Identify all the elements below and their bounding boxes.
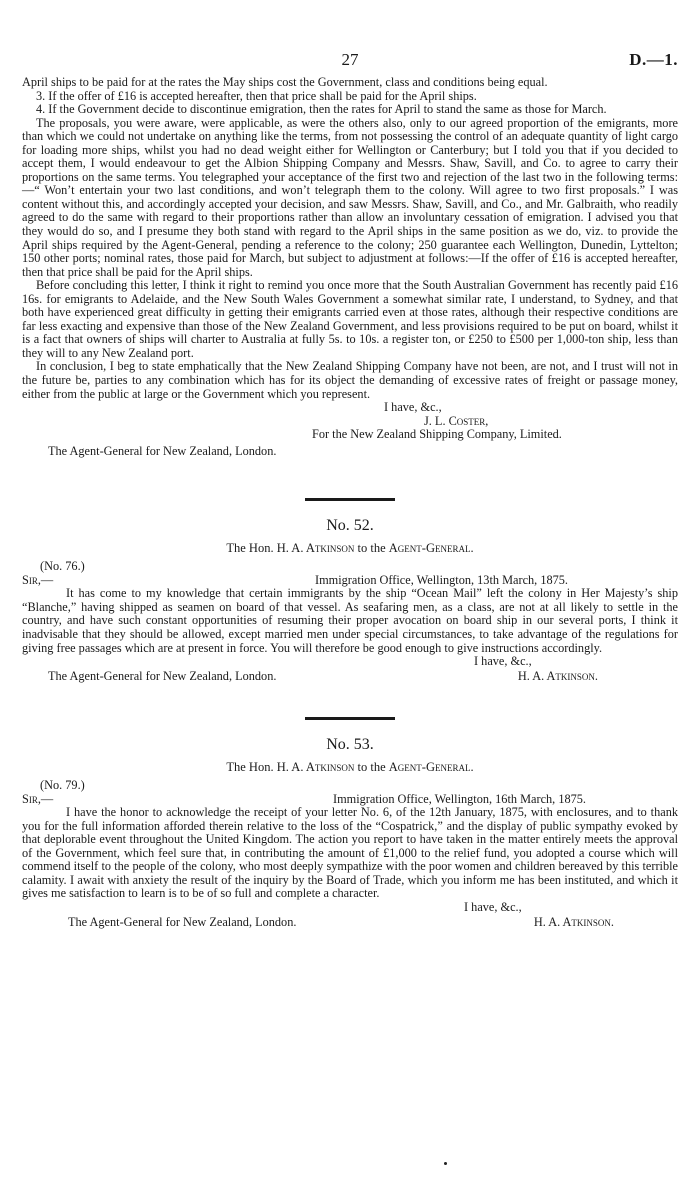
- letter-reference: (No. 79.): [40, 777, 85, 792]
- paragraph: April ships to be paid for at the rates the May ships cost the Government, class and conditions being equal.: [22, 75, 548, 89]
- letter-number: No. 52.: [326, 516, 374, 534]
- place-date: Immigration Office, Wellington, 13th March, 1875.: [315, 573, 568, 588]
- paragraph: The proposals, you were aware, were applicable, as were the others also, only to our agreed proportion of the emigrants, more than which we could not undertake on anything like the terms, from not possessing the control of an adequate quantity of light cargo for loading more ships, whilst you had no dead weight either for Wellington or Canterbury; but I told you that if you decided to accept them, I would endeavour to get the Albion Shipping Company and Messrs. Shaw, Savill, and Co. to agree to carry their proportions on the same terms. You telegraphed your acceptance of the first two and rejection of the last two in the following terms:—“ Won’t entertain your two last conditions, and won’t telegraph them to the colony. Will agree to two first proposals.” I was content without this, and accordingly accepted your decision, and saw Messrs. Shaw, Savill, and Co., and Mr. Galbraith, who readily agreed to do the same with regard to their proportions rather than allow an involuntary cessation of emigration. I advised you that they would do so, and I presume they both stand with regard to the April ships in the same position as we do, viz. to provide the April ships required by the Agent-General, pending a reference to the colony; 250 guarantee each Wellington, Dunedin, Lyttelton; 150 other ports; nominal rates, those paid for March, but subject to adjustment at follows:—If the offer of £16 is accepted hereafter, then that price shall be paid for the April ships.: [22, 115, 678, 279]
- letter-to: Agent-General.: [388, 540, 474, 555]
- letter-number: No. 53.: [326, 735, 374, 753]
- addressee: The Agent-General for New Zealand, London.: [48, 443, 277, 458]
- letter-53: [22, 736, 678, 929]
- letter-to: Agent-General.: [388, 759, 474, 774]
- letter-from: H. A. Atkinson: [276, 759, 355, 774]
- signature-row: [22, 915, 678, 929]
- salutation-row: [22, 792, 678, 806]
- list-item: 3. If the offer of £16 is accepted hereafter, then that price shall be paid for the April ships.: [36, 88, 477, 103]
- page-header: [22, 0, 678, 69]
- letter-51-continuation: [22, 76, 678, 458]
- signer: H. A. Atkinson.: [517, 668, 598, 683]
- document-page: [22, 0, 678, 929]
- section-divider: [305, 717, 395, 720]
- closing: I have, &c.,: [474, 654, 532, 669]
- salutation: Sir,—: [22, 573, 54, 588]
- signature-row: [22, 669, 678, 683]
- signer: H. A. Atkinson.: [533, 914, 614, 929]
- signer: J. L. Coster,: [424, 413, 489, 428]
- document-code: D.—1.: [629, 50, 678, 69]
- signer-organization: For the New Zealand Shipping Company, Limited.: [312, 427, 562, 442]
- letter-body: It has come to my knowledge that certain immigrants by the ship “Ocean Mail” left the colony in Her Majesty’s ship “Blanche,” having shipped as seamen on board of that vessel. As seafaring men, as a class, are not at all likely to settle in the country, and have such constant opportunities of resuming their proper avocation on board ship in our several ports, I think it inadvisable that they should be allowed, except married men under special circumstances, to take advantage of the regulations for giving free passages which are at present in force. You will therefore be good enough to give instructions accordingly.: [22, 586, 678, 655]
- list-item: 4. If the Government decide to discontinue emigration, then the rates for April to stand the same as those for March.: [36, 102, 607, 117]
- letter-52: [22, 517, 678, 683]
- letter-heading: The Hon. H. A. Atkinson to the Agent-General.: [226, 759, 474, 774]
- letter-reference: (No. 76.): [40, 558, 85, 573]
- closing: I have, &c.,: [464, 899, 522, 914]
- letter-body: I have the honor to acknowledge the receipt of your letter No. 6, of the 12th January, 1875, with enclosures, and to thank you for the full information afforded therein relative to the loss of the “Cospatrick,” and the display of public sympathy evoked by that deplorable event throughout the United Kingdom. The action you report to have taken in the matter entirely meets the approval of the Government, which feel sure that, in contributing the amount of £1,000 to the relief fund, you adopted a course which will commend itself to the people of the colony, who most deeply sympathize with the poor women and children bereaved by this terrible calamity. I await with anxiety the result of the inquiry by the Board of Trade, which you inform me has been instituted, and which it gives me satisfaction to learn is to be of so full and complete a character.: [22, 805, 678, 901]
- closing: I have, &c.,: [384, 400, 442, 415]
- letter-from: H. A. Atkinson: [276, 540, 355, 555]
- print-mark: [444, 1162, 447, 1165]
- section-divider: [305, 498, 395, 501]
- paragraph: In conclusion, I beg to state emphatically that the New Zealand Shipping Company have not been, are not, and I trust will not in the future be, parties to any combination which has for its object the demanding of excessive rates of freight or passage money, either from the public at large or the Government which you represent.: [22, 359, 678, 401]
- paragraph: Before concluding this letter, I think it right to remind you once more that the South Australian Government has recently paid £16 16s. for emigrants to Adelaide, and the New South Wales Government a somewhat similar rate, I understand, to Sydney, and that both have experienced great difficulty in getting their emigrants carried even at those rates, although their respective conditions are far less exacting and expensive than those of the New Zealand Government, and less provisions required to be put on board, whilst it is a fact that owners of ships will charter to Australia at fully 5s. to 10s. a register ton, or £250 to £500 per 1,000-ton ship, less than they will to any New Zealand port.: [22, 278, 678, 360]
- page-number: 27: [341, 50, 359, 69]
- addressee: The Agent-General for New Zealand, London.: [68, 914, 297, 929]
- addressee: The Agent-General for New Zealand, London.: [48, 668, 277, 683]
- salutation-row: [22, 573, 678, 587]
- place-date: Immigration Office, Wellington, 16th March, 1875.: [333, 792, 586, 807]
- salutation: Sir,—: [22, 792, 54, 807]
- letter-heading: The Hon. H. A. Atkinson to the Agent-General.: [226, 540, 474, 555]
